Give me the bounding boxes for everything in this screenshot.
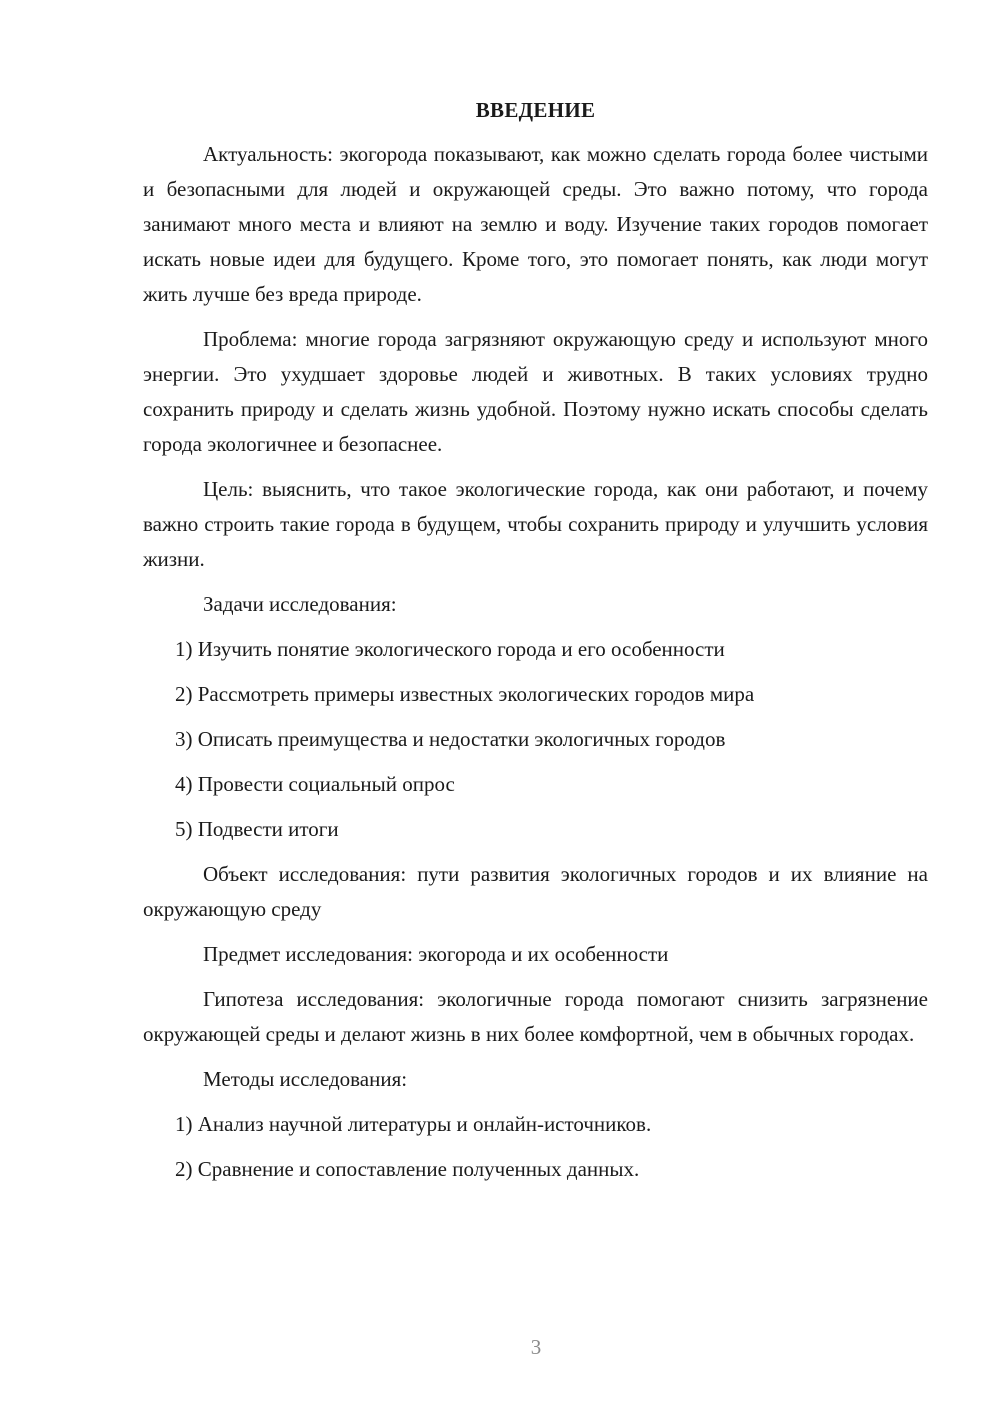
page-content: [143, 96, 928, 1197]
list-item: 4) Провести социальный опрос: [175, 772, 455, 796]
tasks-list: [143, 632, 928, 847]
list-item: 5) Подвести итоги: [175, 817, 339, 841]
methods-heading: Методы исследования:: [203, 1067, 408, 1091]
relevance-paragraph: Актуальность: экогорода показывают, как можно сделать города более чистыми и безопасными для людей и окружающей среды. Это важно потому, что города занимают много места и влияют на землю и воду. Изучение таких городов помогает искать новые идеи для будущего. Кроме того, это помогает понять, как люди могут жить лучше без вреда природе.: [143, 142, 928, 306]
hypothesis-paragraph: Гипотеза исследования: экологичные города помогают снизить загрязнение окружающей среды и делают жизнь в них более комфортной, чем в обычных городах.: [143, 987, 928, 1046]
list-item: 1) Анализ научной литературы и онлайн-источников.: [175, 1112, 652, 1136]
goal-paragraph: Цель: выяснить, что такое экологические города, как они работают, и почему важно строить такие города в будущем, чтобы сохранить природу и улучшить условия жизни.: [143, 477, 928, 571]
list-item: 3) Описать преимущества и недостатки экологичных городов: [175, 727, 726, 751]
problem-paragraph: Проблема: многие города загрязняют окружающую среду и используют много энергии. Это ухудшает здоровье людей и животных. В таких условиях трудно сохранить природу и сделать жизнь удобной. Поэтому нужно искать способы сделать города экологичнее и безопаснее.: [143, 327, 928, 456]
list-item: 2) Сравнение и сопоставление полученных данных.: [175, 1157, 640, 1181]
subject-paragraph: Предмет исследования: экогорода и их особенности: [203, 942, 669, 966]
methods-list: [143, 1107, 928, 1187]
section-title: ВВЕДЕНИЕ: [475, 98, 596, 122]
object-paragraph: Объект исследования: пути развития экологичных городов и их влияние на окружающую среду: [143, 862, 928, 921]
list-item: 2) Рассмотреть примеры известных экологических городов мира: [175, 682, 755, 706]
page-number: 3: [530, 1335, 542, 1359]
tasks-heading: Задачи исследования:: [203, 592, 397, 616]
list-item: 1) Изучить понятие экологического города и его особенности: [175, 637, 725, 661]
